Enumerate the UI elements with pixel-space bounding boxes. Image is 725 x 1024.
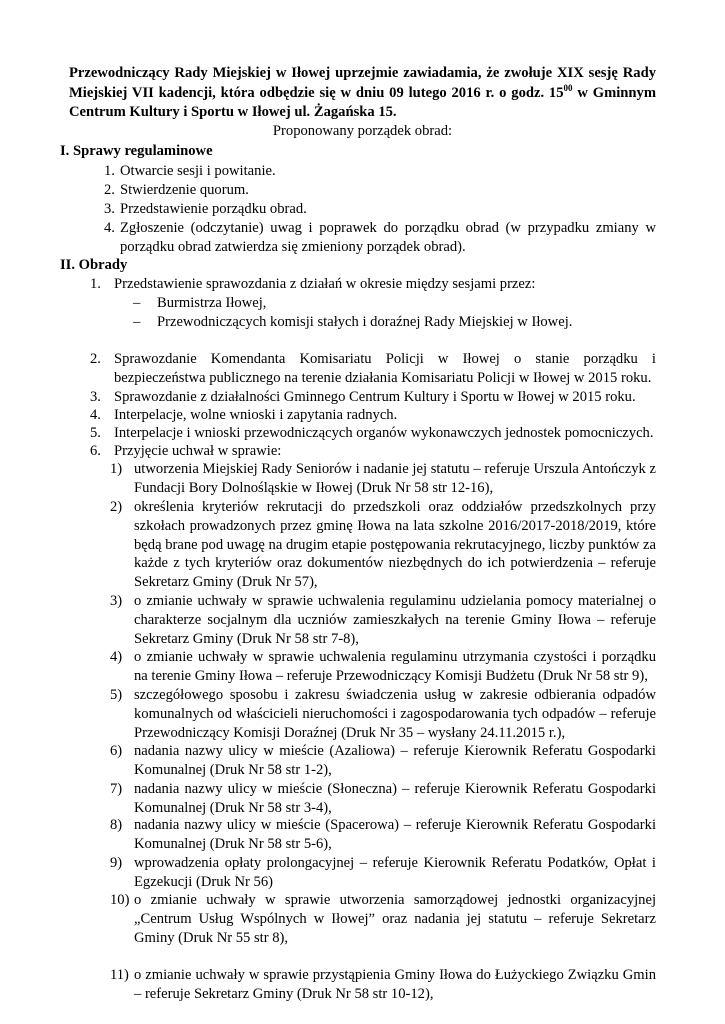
item-text: Interpelacje i wnioski przewodniczących organów wykonawczych jednostek pomocniczych. — [114, 425, 654, 441]
resolution-number: 2) — [110, 499, 123, 515]
resolution-text: szczegółowego sposobu i zakresu świadczenia usług w zakresie odbierania odpadów komunalnych od właścicieli nieruchomości i zagospodarowania tych odpadów – referuje Przewodniczący Komisji Doraźnej (Druk Nr 35 – wysłany 24.11.2015 r.), — [134, 687, 656, 741]
item-text: Otwarcie sesji i powitanie. — [120, 163, 276, 179]
resolution-item — [110, 780, 656, 818]
resolution-text: o zmianie uchwały w sprawie utworzenia samorządowej jednostki organizacyjnej „Centrum Usług Wspólnych w Iłowej” oraz nadania jej statutu – referuje Sekretarz Gminy (Druk Nr 55 str 8), — [134, 892, 656, 946]
item-text: Sprawozdanie z działalności Gminnego Centrum Kultury i Sportu w Iłowej w 2015 roku. — [114, 389, 636, 405]
item-number: 4. — [90, 407, 101, 423]
item-text: Interpelacje, wolne wnioski i zapytania radnych. — [114, 407, 398, 423]
item-number: 2. — [90, 351, 101, 367]
section-2-title: II. Obrady — [60, 257, 128, 273]
item-text: Zgłoszenie (odczytanie) uwag i poprawek do porządku obrad (w przypadku zmiany w porządku obrad zatwierdza się zmieniony porządek obrad). — [120, 220, 656, 255]
list-item — [90, 388, 656, 407]
item-text: Stwierdzenie quorum. — [120, 182, 249, 198]
list-item — [104, 162, 656, 181]
resolution-item — [110, 854, 656, 892]
resolution-number: 4) — [110, 649, 123, 665]
item-number: 3. — [104, 201, 115, 217]
item-number: 1. — [104, 163, 115, 179]
resolution-item — [110, 891, 656, 947]
resolution-text: określenia kryteriów rekrutacji do przedszkoli oraz oddziałów przedszkolnych przy szkołach prowadzonych przez gminę Iłowa na lata szkolne 2016/2017-2018/2019, które będą brane pod uwagę na drugim etapie postępowania rekrutacyjnego, liczby punktów za każde z tych kryteriów oraz dokumentów niezbędnych do ich potwierdzenia – referuje Sekretarz Gminy (Druk Nr 57), — [134, 499, 656, 591]
list-item — [90, 424, 656, 443]
announcement-paragraph — [69, 64, 656, 123]
list-item — [90, 406, 656, 425]
resolution-text: o zmianie uchwały w sprawie uchwalenia regulaminu utrzymania czystości i porządku na terenie Gminy Iłowa – referuje Przewodniczący Komisji Budżetu (Druk Nr 58 str 9), — [134, 649, 656, 684]
resolution-item — [110, 966, 656, 1004]
resolution-text: utworzenia Miejskiej Rady Seniorów i nadanie jej statutu – referuje Urszula Antończyk z Fundacji Bory Dolnośląskie w Iłowej (Druk Nr 58 str 12-16), — [134, 461, 656, 496]
resolution-text: nadania nazwy ulicy w mieście (Azaliowa) – referuje Kierownik Referatu Gospodarki Komunalnej (Druk Nr 58 str 1-2), — [134, 743, 656, 778]
dash-bullet: – — [133, 295, 141, 311]
list-item — [90, 442, 656, 461]
item-number: 4. — [104, 220, 115, 236]
item-number: 3. — [90, 389, 101, 405]
resolution-item — [110, 648, 656, 686]
dash-text: Przewodniczących komisji stałych i doraźnej Rady Miejskiej w Iłowej. — [157, 314, 573, 330]
list-item — [90, 275, 656, 294]
resolution-number: 8) — [110, 817, 123, 833]
list-item — [104, 200, 656, 219]
agenda-heading: Proponowany porządek obrad: — [272, 123, 453, 139]
resolution-text: o zmianie uchwały w sprawie przystąpienia Gminy Iłowa do Łużyckiego Związku Gmin – referuje Sekretarz Gminy (Druk Nr 58 str 10-12), — [134, 967, 656, 1002]
item-number: 1. — [90, 276, 101, 292]
resolution-number: 9) — [110, 855, 123, 871]
resolution-number: 1) — [110, 461, 123, 477]
item-text: Przyjęcie uchwał w sprawie: — [114, 443, 282, 459]
resolution-number: 6) — [110, 743, 123, 759]
resolution-text: nadania nazwy ulicy w mieście (Spacerowa) – referuje Kierownik Referatu Gospodarki Komunalnej (Druk Nr 58 str 5-6), — [134, 817, 656, 852]
dash-item — [133, 313, 656, 332]
resolution-number: 11) — [110, 967, 129, 983]
dash-bullet: – — [133, 314, 141, 330]
resolution-item — [110, 686, 656, 742]
item-text: Sprawozdanie Komendanta Komisariatu Policji w Iłowej o stanie porządku i bezpieczeństwa publicznego na terenie działania Komisariatu Policji w Iłowej w 2015 roku. — [114, 351, 656, 386]
resolution-item — [110, 498, 656, 592]
dash-text: Burmistrza Iłowej, — [157, 295, 267, 311]
resolution-item — [110, 816, 656, 854]
resolution-item — [110, 592, 656, 648]
resolution-text: nadania nazwy ulicy w mieście (Słoneczna) – referuje Kierownik Referatu Gospodarki Komunalnej (Druk Nr 58 str 3-4), — [134, 781, 656, 816]
resolution-text: o zmianie uchwały w sprawie uchwalenia regulaminu udzielania pomocy materialnej o charakterze socjalnym dla uczniów zamieszkałych na terenie Gminy Iłowa – referuje Sekretarz Gminy (Druk Nr 58 str 7-8), — [134, 593, 656, 647]
resolution-item — [110, 742, 656, 780]
list-item — [104, 181, 656, 200]
section-1-title: I. Sprawy regulaminowe — [60, 143, 213, 159]
dash-item — [133, 294, 656, 313]
item-number: 2. — [104, 182, 115, 198]
time-minutes-superscript: 00 — [563, 82, 573, 93]
resolution-number: 10) — [110, 892, 130, 908]
resolution-number: 3) — [110, 593, 123, 609]
list-item — [104, 219, 656, 257]
resolution-number: 5) — [110, 687, 123, 703]
item-text: Przedstawienie sprawozdania z działań w okresie między sesjami przez: — [114, 276, 536, 292]
resolution-text: wprowadzenia opłaty prolongacyjnej – referuje Kierownik Referatu Podatków, Opłat i Egzekucji (Druk Nr 56) — [134, 855, 656, 890]
announcement-text: Przewodniczący Rady Miejskiej w Iłowej uprzejmie zawiadamia, że zwołuje XIX sesję Rady Miejskiej VII kadencji, która odbędzie się w dniu 09 lutego 2016 r. o godz. 15 — [69, 65, 656, 101]
item-text: Przedstawienie porządku obrad. — [120, 201, 307, 217]
resolution-number: 7) — [110, 781, 123, 797]
item-number: 6. — [90, 443, 101, 459]
item-number: 5. — [90, 425, 101, 441]
list-item — [90, 350, 656, 388]
announcement-text-end: w Gminnym Centrum Kultury i Sportu w Iłowej ul. Żagańska 15. — [69, 84, 656, 120]
resolution-item — [110, 460, 656, 498]
